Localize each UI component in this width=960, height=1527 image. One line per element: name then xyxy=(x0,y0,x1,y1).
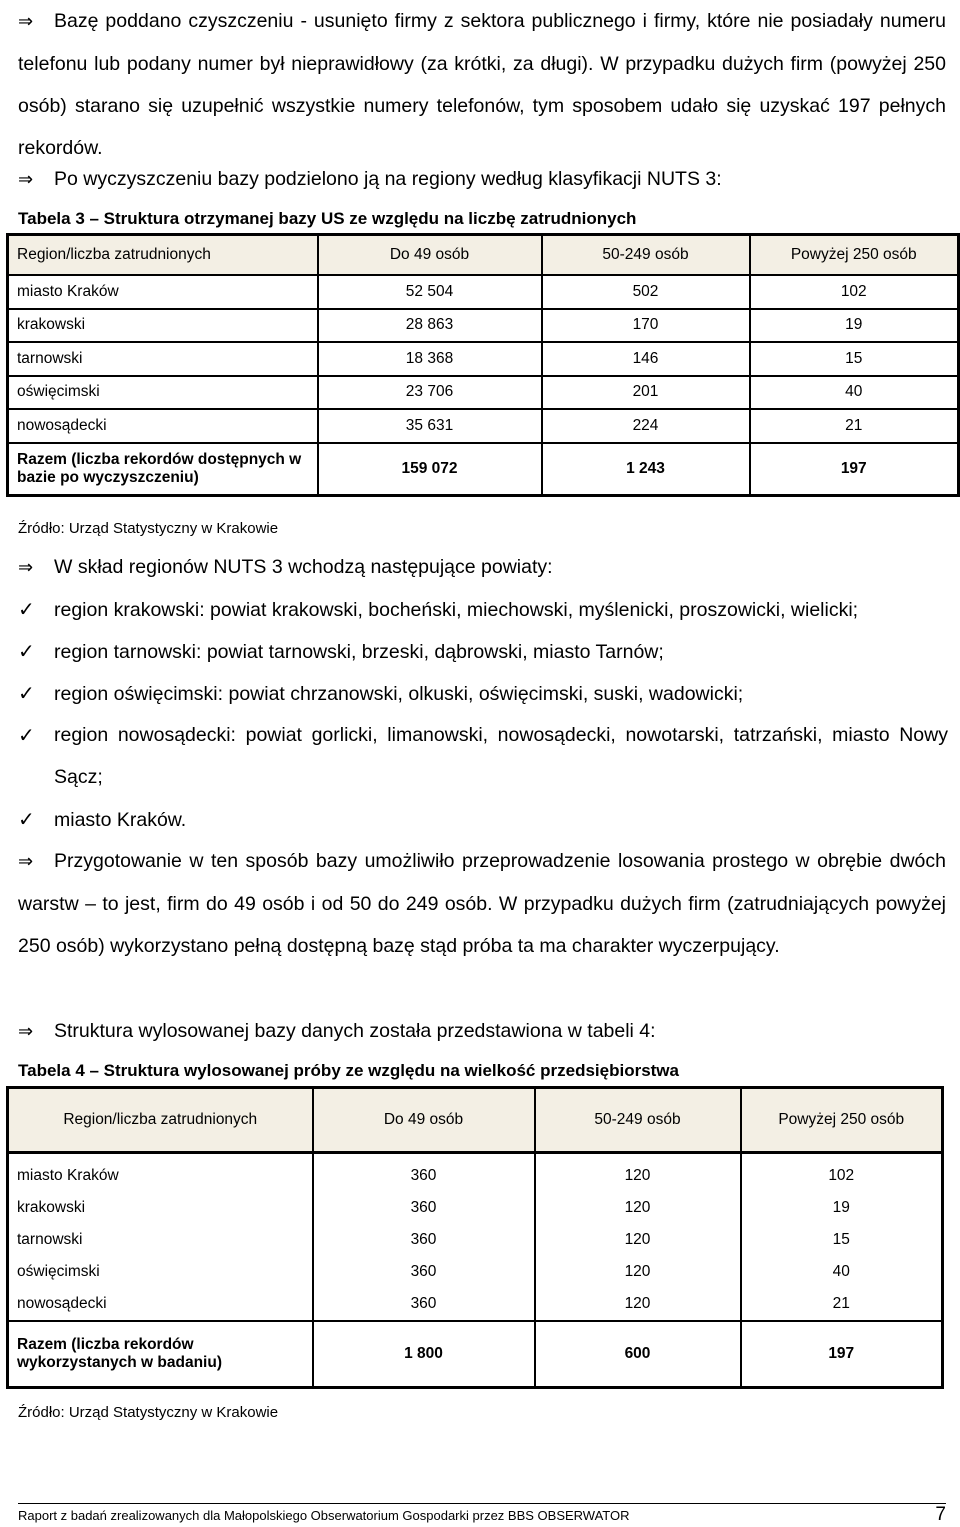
double-right-arrow-icon: ⇒ xyxy=(18,851,34,872)
page-number: 7 xyxy=(935,1504,946,1525)
check-mark-icon: ✓ xyxy=(18,723,35,747)
table-cell: 197 xyxy=(750,443,959,496)
table-cell: 40 xyxy=(750,376,959,410)
table-cell: 21 xyxy=(750,409,959,443)
table-cell: 1 800 xyxy=(313,1321,535,1388)
table-cell: 120 xyxy=(535,1256,741,1288)
table-cell: 170 xyxy=(542,309,750,343)
table-header-cell: Powyżej 250 osób xyxy=(741,1088,943,1153)
table4-intro-paragraph: ⇒ Struktura wylosowanej bazy danych została przedstawiona w tabeli 4: xyxy=(18,1010,946,1053)
table-cell: 159 072 xyxy=(318,443,542,496)
table-header-cell: Do 49 osób xyxy=(313,1088,535,1153)
table-cell: 15 xyxy=(750,342,959,376)
table-cell: 360 xyxy=(313,1192,535,1224)
table-cell: miasto Kraków xyxy=(8,275,318,309)
table-cell: 600 xyxy=(535,1321,741,1388)
table-header-cell: Region/liczba zatrudnionych xyxy=(8,1088,313,1153)
table-cell: 35 631 xyxy=(318,409,542,443)
table-cell: 360 xyxy=(313,1153,535,1193)
table-header-cell: Powyżej 250 osób xyxy=(750,235,959,276)
table-cell: miasto Kraków xyxy=(8,1153,313,1193)
table-cell: 15 xyxy=(741,1224,943,1256)
footer-text: Raport z badań zrealizowanych dla Małopolskiego Obserwatorium Gospodarki przez BBS OBSERWATOR xyxy=(18,1508,630,1523)
list-item: ✓ miasto Kraków. xyxy=(18,798,948,841)
regions-intro: ⇒ W skład regionów NUTS 3 wchodzą następujące powiaty: xyxy=(18,546,948,589)
table-header-cell: 50-249 osób xyxy=(535,1088,741,1153)
table-cell: Razem (liczba rekordów dostępnych w bazie po wyczyszczeniu) xyxy=(8,443,318,496)
list-item: ✓ region krakowski: powiat krakowski, bocheński, miechowski, myślenicki, proszowicki, wielicki; xyxy=(18,588,948,631)
table-header-cell: 50-249 osób xyxy=(542,235,750,276)
table-cell: 40 xyxy=(741,1256,943,1288)
table-cell: oświęcimski xyxy=(8,1256,313,1288)
table-row xyxy=(8,1256,943,1288)
table-cell: 102 xyxy=(741,1153,943,1193)
table-total-row xyxy=(8,1321,943,1388)
table-header-row xyxy=(8,235,959,276)
table-cell: oświęcimski xyxy=(8,376,318,410)
table-row xyxy=(8,376,959,410)
intro-paragraph: ⇒ Bazę poddano czyszczeniu - usunięto firmy z sektora publicznego i firmy, które nie posiadały numeru telefonu lub podany numer był nieprawidłowy (za krótki, za długi). W przypadku dużych firm (powyżej 250 osób) starano się uzupełnić wszystkie numery telefonów, tym sposobem udało się uzyskać 197 pełnych rekordów. xyxy=(18,0,946,169)
table-cell: 146 xyxy=(542,342,750,376)
table4 xyxy=(6,1086,944,1389)
check-mark-icon: ✓ xyxy=(18,807,35,831)
table-cell: 18 368 xyxy=(318,342,542,376)
table-row xyxy=(8,1192,943,1224)
table-header-row xyxy=(8,1088,943,1153)
table3-source: Źródło: Urząd Statystyczny w Krakowie xyxy=(18,520,279,537)
double-right-arrow-icon: ⇒ xyxy=(18,557,34,578)
table-total-row xyxy=(8,443,959,496)
table-cell: 360 xyxy=(313,1288,535,1321)
table3 xyxy=(6,233,960,497)
table-cell: tarnowski xyxy=(8,1224,313,1256)
nuts-intro-paragraph: ⇒ Po wyczyszczeniu bazy podzielono ją na regiony według klasyfikacji NUTS 3: xyxy=(18,158,946,201)
table4-source: Źródło: Urząd Statystyczny w Krakowie xyxy=(18,1404,279,1421)
table-row xyxy=(8,309,959,343)
table-cell: 197 xyxy=(741,1321,943,1388)
table-cell: 19 xyxy=(741,1192,943,1224)
table3-caption: Tabela 3 – Struktura otrzymanej bazy US ze względu na liczbę zatrudnionych xyxy=(18,209,637,228)
table-row xyxy=(8,1288,943,1321)
table-cell: 360 xyxy=(313,1224,535,1256)
table-cell: 1 243 xyxy=(542,443,750,496)
table-cell: 120 xyxy=(535,1288,741,1321)
table-cell: krakowski xyxy=(8,1192,313,1224)
list-item: ✓ region nowosądecki: powiat gorlicki, limanowski, nowosądecki, nowotarski, tatrzański, miasto Nowy Sącz; xyxy=(18,714,948,798)
page-footer xyxy=(18,1503,946,1523)
check-mark-icon: ✓ xyxy=(18,639,35,663)
table4-caption: Tabela 4 – Struktura wylosowanej próby ze względu na wielkość przedsiębiorstwa xyxy=(18,1061,679,1080)
list-item: ✓ region tarnowski: powiat tarnowski, brzeski, dąbrowski, miasto Tarnów; xyxy=(18,630,948,673)
table-cell: 224 xyxy=(542,409,750,443)
check-mark-icon: ✓ xyxy=(18,597,35,621)
table-row xyxy=(8,275,959,309)
table-cell: 52 504 xyxy=(318,275,542,309)
table-row xyxy=(8,342,959,376)
double-right-arrow-icon: ⇒ xyxy=(18,1021,34,1042)
table-cell: 120 xyxy=(535,1153,741,1193)
check-mark-icon: ✓ xyxy=(18,681,35,705)
table-cell: 502 xyxy=(542,275,750,309)
table-header-cell: Do 49 osób xyxy=(318,235,542,276)
table-cell: nowosądecki xyxy=(8,1288,313,1321)
table-cell: 120 xyxy=(535,1224,741,1256)
table-cell: 23 706 xyxy=(318,376,542,410)
double-right-arrow-icon: ⇒ xyxy=(18,11,34,32)
table-cell: 21 xyxy=(741,1288,943,1321)
table-cell: 201 xyxy=(542,376,750,410)
table-cell: Razem (liczba rekordów wykorzystanych w badaniu) xyxy=(8,1321,313,1388)
table-cell: 102 xyxy=(750,275,959,309)
table-cell: tarnowski xyxy=(8,342,318,376)
table-row xyxy=(8,1224,943,1256)
table-header-cell: Region/liczba zatrudnionych xyxy=(8,235,318,276)
double-right-arrow-icon: ⇒ xyxy=(18,169,34,190)
table-cell: nowosądecki xyxy=(8,409,318,443)
table-cell: 120 xyxy=(535,1192,741,1224)
table-row xyxy=(8,1153,943,1193)
table-cell: krakowski xyxy=(8,309,318,343)
table-row xyxy=(8,409,959,443)
list-item: ✓ region oświęcimski: powiat chrzanowski, olkuski, oświęcimski, suski, wadowicki; xyxy=(18,672,948,715)
table-cell: 360 xyxy=(313,1256,535,1288)
sampling-paragraph: ⇒ Przygotowanie w ten sposób bazy umożliwiło przeprowadzenie losowania prostego w obrębie dwóch warstw – to jest, firm do 49 osób i od 50 do 249 osób. W przypadku dużych firm (zatrudniających powyżej 250 osób) wykorzystano pełną dostępną bazę stąd próba ta ma charakter wyczerpujący. xyxy=(18,840,946,967)
table-cell: 19 xyxy=(750,309,959,343)
table-cell: 28 863 xyxy=(318,309,542,343)
